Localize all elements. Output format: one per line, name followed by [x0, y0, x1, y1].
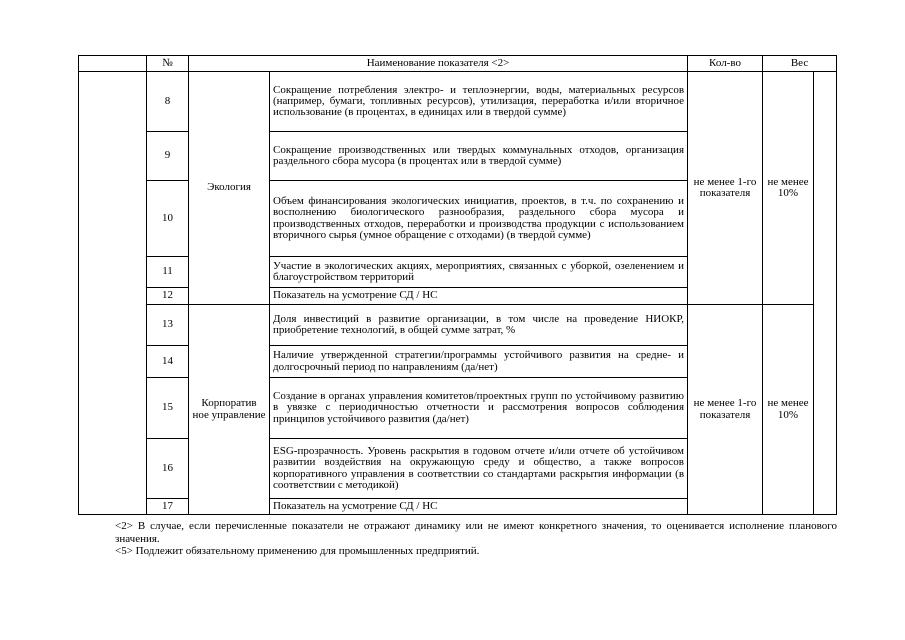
row-num: 16: [147, 439, 189, 499]
qty-ecology: не менее 1-го показателя: [688, 72, 763, 305]
indicator-text: Создание в органах управления комитетов/проектных групп по устойчивому развитию в увязке с периодичностью отчетности и рассмотрения вопросов соблюдения принципов устойчивого развития (да/нет): [270, 378, 688, 439]
indicators-table: [78, 55, 837, 515]
category-governance: Корпоратив ное управление: [189, 305, 270, 515]
table-row: [79, 72, 837, 132]
weight-ecology: не менее 10%: [763, 72, 814, 305]
indicator-text: Наличие утвержденной стратегии/программы устойчивого развития на средне- и долгосрочный период по направлениям (да/нет): [270, 346, 688, 378]
row-num: 8: [147, 72, 189, 132]
right-blank-cell: [814, 72, 837, 515]
indicator-text: ESG-прозрачность. Уровень раскрытия в годовом отчете и/или отчете об устойчивом развитии воздействия на окружающую среду и общество, а также вопросов корпоративного управления в соответствии со стандартами раскрытия информации (в соответствии с методикой): [270, 439, 688, 499]
weight-governance: не менее 10%: [763, 305, 814, 515]
category-ecology: Экология: [189, 72, 270, 305]
header-blank: [79, 56, 147, 72]
header-name: Наименование показателя <2>: [189, 56, 688, 72]
footnote-5: <5> Подлежит обязательному применению для промышленных предприятий.: [115, 545, 480, 557]
row-num: 14: [147, 346, 189, 378]
row-num: 9: [147, 132, 189, 181]
row-num: 17: [147, 499, 189, 515]
indicator-text: Сокращение потребления электро- и теплоэнергии, воды, материальных ресурсов (например, бумаги, топливных ресурсов), утилизация, переработка и/или вторичное использование (в процентах, в единицах или в твердой сумме): [270, 72, 688, 132]
table-row: [79, 305, 837, 346]
indicator-text: Доля инвестиций в развитие организации, в том числе на проведение НИОКР, приобретение технологий, в общей сумме затрат, %: [270, 305, 688, 346]
row-num: 10: [147, 181, 189, 257]
indicator-text: Объем финансирования экологических инициатив, проектов, в т.ч. по сохранению и восполнению биологического разнообразия, раздельного сбора мусора и производственных отходов, переработки и производства продукции с использованием вторичного сырья (умное обращение с отходами) (в твердой сумме): [270, 181, 688, 257]
row-num: 13: [147, 305, 189, 346]
row-num: 15: [147, 378, 189, 439]
footnote-2: <2> В случае, если перечисленные показатели не отражают динамику или не имеют конкретного значения, то оценивается исполнение планового значения.: [115, 520, 837, 545]
row-num: 12: [147, 288, 189, 305]
header-num: №: [147, 56, 189, 72]
footnotes: [115, 520, 837, 558]
indicator-text: Участие в экологических акциях, мероприятиях, связанных с уборкой, озеленением и благоустройством территорий: [270, 257, 688, 288]
row-num: 11: [147, 257, 189, 288]
left-blank-cell: [79, 72, 147, 515]
indicator-text: Показатель на усмотрение СД / НС: [270, 499, 688, 515]
header-qty: Кол-во: [688, 56, 763, 72]
indicator-text: Сокращение производственных или твердых коммунальных отходов, организация раздельного сбора мусора (в процентах или в твердой сумме): [270, 132, 688, 181]
qty-governance: не менее 1-го показателя: [688, 305, 763, 515]
header-weight: Вес: [763, 56, 837, 72]
indicator-text: Показатель на усмотрение СД / НС: [270, 288, 688, 305]
